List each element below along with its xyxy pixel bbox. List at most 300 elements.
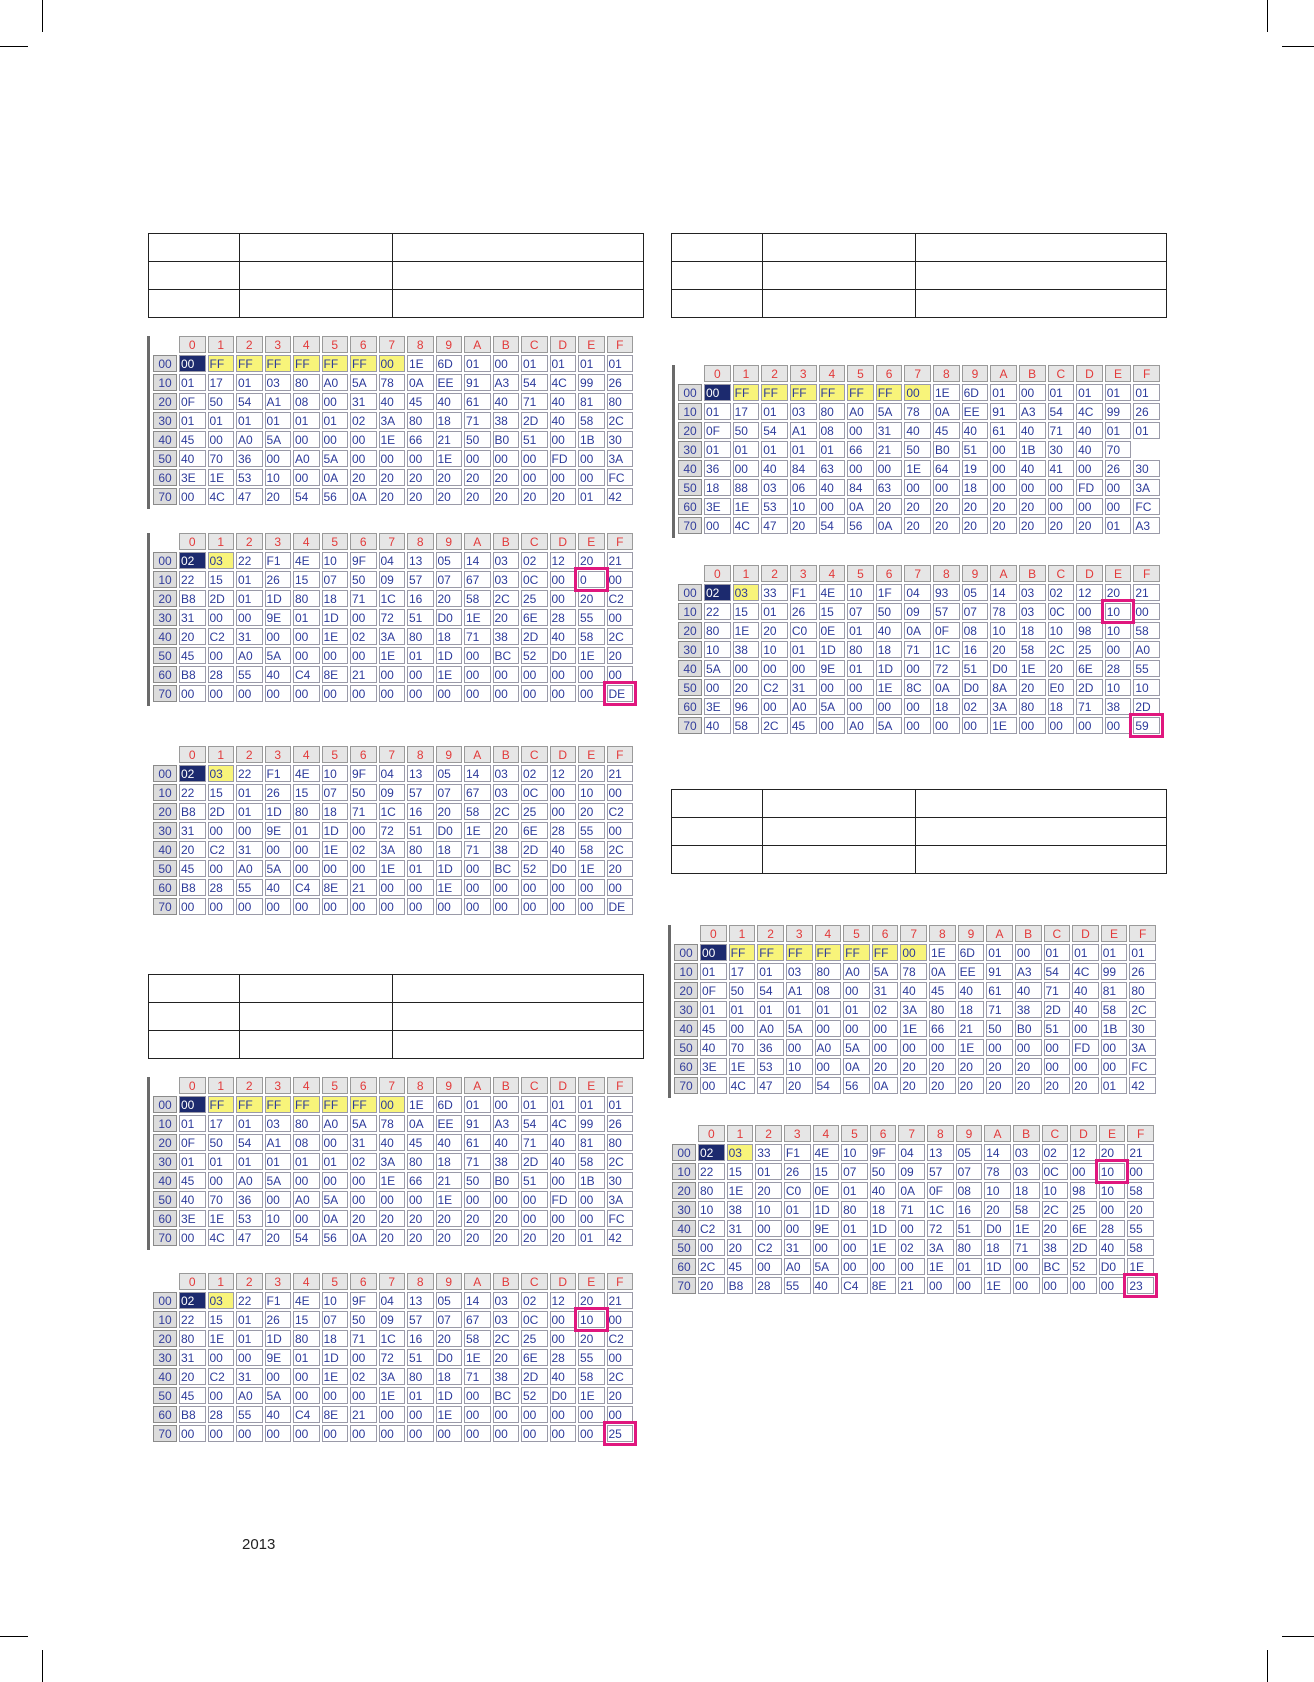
hex-cell: 3A	[379, 412, 406, 429]
hex-cell: 18	[322, 803, 349, 820]
hex-cell: 00	[904, 479, 931, 496]
hex-cell: 03	[265, 1115, 292, 1132]
hex-cell: 1E	[578, 860, 605, 877]
hex-cell: 00	[322, 860, 349, 877]
hex-cell: 1E	[208, 1330, 235, 1347]
hex-cell: 1B	[578, 1172, 605, 1189]
hex-cell: 1D	[265, 803, 292, 820]
hex-cell: 71	[464, 841, 491, 858]
hex-cell: 01	[208, 412, 235, 429]
hex-cell: 20	[578, 765, 605, 782]
hex-cell: 38	[493, 412, 520, 429]
hex-cell: 03	[790, 403, 817, 420]
hex-cell: 80	[607, 393, 634, 410]
hex-cell: 10	[786, 1058, 813, 1075]
info-table-row	[672, 818, 1167, 846]
hex-cell: 00	[843, 982, 870, 999]
hex-cell: 38	[733, 641, 760, 658]
hex-cell: 20	[958, 1058, 985, 1075]
hex-cell: 58	[464, 1330, 491, 1347]
info-table-cell	[149, 1031, 240, 1059]
hex-cell: 01	[607, 355, 634, 372]
hex-cell: 00	[293, 431, 320, 448]
column-header: 1	[208, 1273, 235, 1290]
info-table-cell	[672, 290, 763, 318]
hex-cell: 78	[990, 603, 1017, 620]
info-table-row	[149, 290, 644, 318]
hex-cell: FF	[761, 384, 788, 401]
hex-cell: 40	[436, 393, 463, 410]
hex-cell: 52	[521, 647, 548, 664]
hex-cell: 1E	[464, 1349, 491, 1366]
hex-cell: A3	[493, 1115, 520, 1132]
hex-cell: F1	[265, 1292, 292, 1309]
column-header: A	[990, 365, 1017, 382]
hex-cell: 00	[379, 666, 406, 683]
hex-cell: 28	[550, 822, 577, 839]
hex-cell: 01	[1048, 384, 1075, 401]
hex-cell: 78	[904, 403, 931, 420]
column-header: 4	[813, 1125, 840, 1142]
hex-cell: 1E	[379, 1172, 406, 1189]
hex-cell: 61	[990, 422, 1017, 439]
hex-cell: 26	[265, 1311, 292, 1328]
hex-cell: 4E	[293, 552, 320, 569]
row-header: 10	[153, 1311, 177, 1328]
hex-cell: 00	[322, 1425, 349, 1442]
hex-cell: 98	[1076, 622, 1103, 639]
grid-divider	[147, 336, 150, 509]
hex-cell: 80	[407, 1368, 434, 1385]
hex-cell: 20	[962, 498, 989, 515]
hex-cell: 00	[322, 1134, 349, 1151]
hex-cell: 20	[990, 641, 1017, 658]
column-header: 8	[407, 533, 434, 550]
column-header: 9	[436, 746, 463, 763]
hex-cell: 00	[1101, 1058, 1128, 1075]
hex-cell: 54	[521, 374, 548, 391]
info-table-cell	[149, 1003, 240, 1031]
hex-cell: 80	[1019, 698, 1046, 715]
column-header: 8	[407, 336, 434, 353]
hex-cell: 52	[521, 860, 548, 877]
hex-cell: 45	[407, 393, 434, 410]
hex-cell: 50	[876, 603, 903, 620]
hex-cell: 00	[208, 609, 235, 626]
hex-cell: 10	[847, 584, 874, 601]
hex-cell: 00	[464, 1406, 491, 1423]
hex-cell: 38	[1015, 1001, 1042, 1018]
hex-cell: 00	[698, 1239, 725, 1256]
hex-cell: 01	[847, 660, 874, 677]
hex-cell: 18	[322, 1330, 349, 1347]
hex-cell: 01	[843, 1001, 870, 1018]
hex-cell: F1	[790, 584, 817, 601]
hex-cell: 10	[761, 641, 788, 658]
hex-cell: 55	[236, 1406, 263, 1423]
hex-cell: FF	[322, 1096, 349, 1113]
hex-cell: 00	[898, 1258, 925, 1275]
hex-cell: 01	[1101, 944, 1128, 961]
hex-cell: 00	[990, 460, 1017, 477]
column-header: A	[464, 1273, 491, 1290]
hex-cell: 06	[790, 479, 817, 496]
hex-cell: 00	[407, 450, 434, 467]
hex-cell: 00	[265, 450, 292, 467]
hex-cell: 00	[990, 479, 1017, 496]
hex-cell: 01	[407, 647, 434, 664]
column-header: F	[1129, 925, 1156, 942]
column-header: 5	[322, 336, 349, 353]
hex-cell: 01	[179, 1153, 206, 1170]
column-header: 4	[293, 336, 320, 353]
hex-cell: 66	[407, 431, 434, 448]
hex-cell: 1D	[322, 609, 349, 626]
column-header: A	[464, 746, 491, 763]
hex-cell: 28	[550, 609, 577, 626]
column-header: 7	[379, 1273, 406, 1290]
row-header: 30	[678, 641, 702, 658]
hex-cell: 00	[265, 1425, 292, 1442]
hex-cell: 40	[870, 1182, 897, 1199]
hex-cell: 20	[904, 517, 931, 534]
hex-cell: 00	[761, 660, 788, 677]
hex-cell: 9E	[265, 609, 292, 626]
hex-cell: 6E	[521, 609, 548, 626]
hex-cell: A3	[1015, 963, 1042, 980]
hex-cell: 00	[350, 647, 377, 664]
hex-cell: 03	[208, 552, 235, 569]
hex-cell: 00	[350, 1425, 377, 1442]
hex-cell: 10	[841, 1144, 868, 1161]
row-header: 40	[153, 1368, 177, 1385]
hex-cell: 20	[990, 517, 1017, 534]
highlight-box	[603, 681, 638, 706]
hex-cell: 1E	[379, 647, 406, 664]
hex-cell: 00	[550, 1210, 577, 1227]
hex-cell: 18	[984, 1239, 1011, 1256]
hex-cell: B8	[179, 1406, 206, 1423]
row-header: 50	[674, 1039, 698, 1056]
hex-cell: 0F	[179, 393, 206, 410]
hex-cell: 51	[956, 1220, 983, 1237]
hex-cell: 1E	[933, 384, 960, 401]
column-header: 2	[236, 1077, 263, 1094]
hex-cell: 01	[1133, 384, 1160, 401]
row-header: 60	[678, 498, 702, 515]
hex-cell: 20	[607, 1387, 634, 1404]
hex-cell: 03	[208, 765, 235, 782]
hex-cell: 9F	[350, 1292, 377, 1309]
hex-cell: 80	[293, 374, 320, 391]
hex-cell: 00	[1044, 1058, 1071, 1075]
hex-cell: FF	[350, 355, 377, 372]
hex-cell: 21	[607, 552, 634, 569]
crop-mark	[1282, 1636, 1314, 1637]
hex-cell: 20	[933, 517, 960, 534]
hex-cell: 01	[265, 1153, 292, 1170]
hex-cell: 9F	[350, 552, 377, 569]
column-header: F	[607, 1273, 634, 1290]
hex-cell: 00	[293, 1172, 320, 1189]
hex-cell: 0E	[819, 622, 846, 639]
hex-cell: 71	[350, 1330, 377, 1347]
hex-cell: 00	[293, 898, 320, 915]
row-header: 00	[674, 944, 698, 961]
hex-cell: 00	[872, 1039, 899, 1056]
hex-cell: F1	[784, 1144, 811, 1161]
hex-cell: 00	[578, 1210, 605, 1227]
column-header: B	[493, 1273, 520, 1290]
hex-cell: 51	[521, 431, 548, 448]
hex-cell: 20	[1048, 517, 1075, 534]
column-header: A	[464, 1077, 491, 1094]
hex-cell: 00	[350, 1191, 377, 1208]
column-header: C	[1048, 565, 1075, 582]
hex-cell: 80	[956, 1239, 983, 1256]
hex-cell: 3A	[990, 698, 1017, 715]
hex-cell: F1	[265, 765, 292, 782]
column-header: B	[493, 1077, 520, 1094]
column-header: C	[521, 1273, 548, 1290]
hex-cell: 91	[990, 403, 1017, 420]
row-header: 50	[153, 1387, 177, 1404]
hex-cell: 20	[436, 1330, 463, 1347]
hex-cell: 00	[733, 660, 760, 677]
hex-cell: 00	[1105, 479, 1132, 496]
hex-cell: 58	[1127, 1182, 1154, 1199]
hex-cell: 18	[870, 1201, 897, 1218]
hex-cell: 30	[1129, 1020, 1156, 1037]
column-header: 4	[293, 746, 320, 763]
column-header: 7	[379, 533, 406, 550]
hex-cell: 00	[578, 666, 605, 683]
column-header: 1	[729, 925, 756, 942]
hex-cell: C2	[607, 590, 634, 607]
hex-cell: 00	[208, 898, 235, 915]
hex-cell: 25	[521, 590, 548, 607]
hex-cell: 02	[350, 628, 377, 645]
hex-cell: 1C	[379, 1330, 406, 1347]
hex-cell: 5A	[876, 403, 903, 420]
hex-cell: 31	[790, 679, 817, 696]
hex-cell: 00	[322, 685, 349, 702]
hex-cell: 09	[898, 1163, 925, 1180]
hex-cell: 00	[521, 1210, 548, 1227]
hex-cell: 40	[550, 1153, 577, 1170]
hex-cell: 00	[464, 1387, 491, 1404]
hex-cell: 00	[521, 1406, 548, 1423]
hex-cell: 00	[1076, 603, 1103, 620]
hex-cell: 00	[700, 1077, 727, 1094]
hex-cell: 00	[847, 460, 874, 477]
hex-cell: 00	[876, 460, 903, 477]
hex-cell: 6D	[958, 944, 985, 961]
hex-cell: FF	[786, 944, 813, 961]
hex-cell: 10	[322, 552, 349, 569]
column-header: 6	[350, 1077, 377, 1094]
hex-cell: FF	[872, 944, 899, 961]
hex-cell: 00	[1070, 1277, 1097, 1294]
hex-cell: 00	[436, 898, 463, 915]
hex-cell: 80	[293, 590, 320, 607]
hex-cell: 00	[236, 1425, 263, 1442]
column-header: 5	[841, 1125, 868, 1142]
hex-cell: 20	[986, 1058, 1013, 1075]
row-header: 40	[678, 660, 702, 677]
hex-cell: FC	[607, 469, 634, 486]
hex-cell: 58	[578, 628, 605, 645]
hex-cell: 20	[990, 498, 1017, 515]
hex-cell: 81	[578, 393, 605, 410]
hex-cell: 1E	[733, 498, 760, 515]
hex-cell: 1D	[436, 647, 463, 664]
hex-cell: 00	[550, 1172, 577, 1189]
hex-cell: 01	[757, 1001, 784, 1018]
row-header: 20	[153, 590, 177, 607]
hex-cell: 20	[265, 488, 292, 505]
row-header: 70	[153, 1425, 177, 1442]
hex-cell: 1E	[900, 1020, 927, 1037]
hex-cell: 01	[1101, 1077, 1128, 1094]
hex-cell: 08	[956, 1182, 983, 1199]
info-table-cell	[393, 290, 644, 318]
hex-cell: 01	[578, 1096, 605, 1113]
column-header: C	[521, 746, 548, 763]
hex-cell: 00	[578, 469, 605, 486]
hex-cell: C0	[790, 622, 817, 639]
hex-cell: 00	[350, 860, 377, 877]
hex-cell: 50	[208, 1134, 235, 1151]
hex-cell: 50	[733, 422, 760, 439]
column-header: 6	[350, 533, 377, 550]
hex-cell: 01	[236, 784, 263, 801]
hex-cell: 31	[236, 1368, 263, 1385]
hex-cell: 18	[436, 628, 463, 645]
hex-cell: C0	[784, 1182, 811, 1199]
hex-cell: 02	[1042, 1144, 1069, 1161]
hex-cell: 01	[956, 1258, 983, 1275]
hex-cell: 5A	[819, 698, 846, 715]
hex-cell: 2C	[493, 1330, 520, 1347]
hex-cell: 55	[236, 666, 263, 683]
hex-cell: 05	[436, 765, 463, 782]
column-header: D	[1076, 565, 1103, 582]
hex-cell: 01	[784, 1201, 811, 1218]
hex-cell: 20	[1015, 1077, 1042, 1094]
column-header: 5	[847, 365, 874, 382]
hex-grid-extension-block	[147, 746, 635, 919]
hex-cell: 0	[578, 571, 605, 588]
info-table-cell	[763, 818, 916, 846]
hex-cell: 00	[550, 784, 577, 801]
hex-cell: 01	[464, 355, 491, 372]
hex-cell: 4C	[208, 488, 235, 505]
column-header: B	[493, 533, 520, 550]
hex-cell: 00	[898, 1220, 925, 1237]
hex-cell: 00	[208, 1349, 235, 1366]
hex-cell: 00	[607, 1349, 634, 1366]
hex-cell: 20	[1019, 679, 1046, 696]
hex-cell: 01	[841, 1182, 868, 1199]
hex-cell: 10	[1133, 679, 1160, 696]
info-table-row	[672, 234, 1167, 262]
hex-cell: 96	[733, 698, 760, 715]
row-header: 30	[153, 412, 177, 429]
column-header: 7	[379, 1077, 406, 1094]
column-header: 3	[790, 565, 817, 582]
hex-cell: A0	[790, 698, 817, 715]
hex-cell: 21	[607, 765, 634, 782]
hex-cell: 00	[1101, 1039, 1128, 1056]
hex-cell: 04	[904, 584, 931, 601]
hex-cell: 20	[436, 469, 463, 486]
hex-cell: 26	[1105, 460, 1132, 477]
hex-cell: 40	[379, 393, 406, 410]
hex-cell: 1D	[265, 590, 292, 607]
hex-cell: 00	[350, 431, 377, 448]
hex-cell: 84	[847, 479, 874, 496]
hex-cell: 08	[293, 1134, 320, 1151]
hex-cell: 4C	[729, 1077, 756, 1094]
column-header: 2	[236, 533, 263, 550]
hex-cell: FF	[729, 944, 756, 961]
hex-cell: 72	[927, 1220, 954, 1237]
hex-cell: 21	[607, 1292, 634, 1309]
hex-cell: 40	[550, 393, 577, 410]
hex-cell: 25	[1070, 1201, 1097, 1218]
hex-cell: 20	[179, 841, 206, 858]
hex-cell: 58	[1019, 641, 1046, 658]
hex-cell: 40	[1072, 1001, 1099, 1018]
column-header: E	[1105, 565, 1132, 582]
hex-cell: 17	[733, 403, 760, 420]
hex-cell: 00	[179, 1229, 206, 1246]
hex-cell: 10	[790, 498, 817, 515]
hex-cell: 5A	[265, 647, 292, 664]
hex-cell: 03	[493, 552, 520, 569]
hex-cell: 00	[927, 1277, 954, 1294]
hex-cell: 02	[898, 1239, 925, 1256]
hex-cell: 80	[407, 628, 434, 645]
hex-cell: 01	[293, 1153, 320, 1170]
hex-cell: 01	[236, 1330, 263, 1347]
info-table-row	[149, 975, 644, 1003]
hex-cell: 58	[578, 412, 605, 429]
column-header: E	[1105, 365, 1132, 382]
hex-cell: 99	[578, 374, 605, 391]
hex-cell: 22	[236, 1292, 263, 1309]
column-header: A	[464, 533, 491, 550]
hex-cell: 01	[521, 1096, 548, 1113]
hex-cell: 31	[872, 982, 899, 999]
hex-cell: 63	[819, 460, 846, 477]
hex-cell: 54	[521, 1115, 548, 1132]
row-header: 20	[153, 1134, 177, 1151]
hex-cell: 0A	[876, 517, 903, 534]
hex-cell: 01	[236, 374, 263, 391]
hex-cell: 14	[984, 1144, 1011, 1161]
hex-cell: 8A	[990, 679, 1017, 696]
column-header: 3	[790, 365, 817, 382]
hex-cell: B8	[179, 590, 206, 607]
highlight-box	[1101, 599, 1136, 624]
hex-cell: 10	[265, 1210, 292, 1227]
hex-cell: 1C	[933, 641, 960, 658]
row-header: 10	[153, 1115, 177, 1132]
row-header: 00	[153, 1292, 177, 1309]
hex-cell: 00	[350, 1349, 377, 1366]
